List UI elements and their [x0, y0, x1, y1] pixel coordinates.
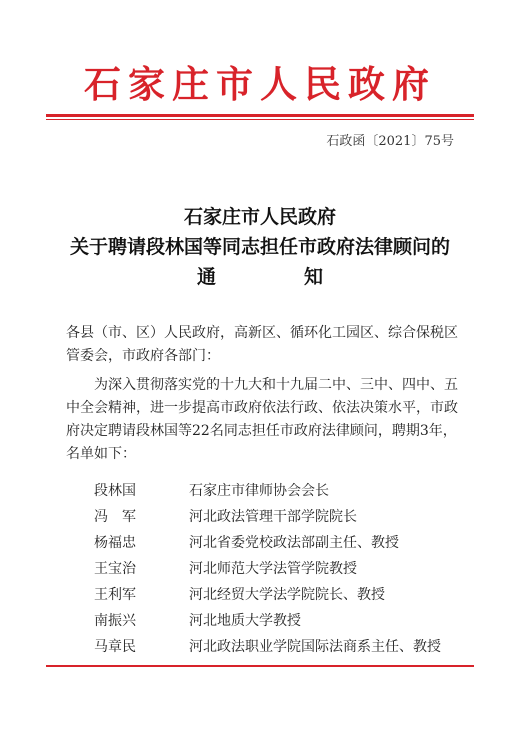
- title-notice-right: 知: [304, 266, 324, 288]
- advisor-list: [94, 478, 474, 660]
- list-item: [94, 530, 474, 556]
- advisor-title: 河北地质大学教授: [189, 613, 301, 629]
- advisor-name: 王利军: [94, 587, 136, 603]
- masthead-red-rule: [46, 114, 474, 117]
- advisor-name: 南振兴: [94, 613, 136, 629]
- advisor-name: 段林国: [94, 483, 136, 499]
- footer-red-rule: [46, 665, 474, 667]
- advisor-name: 杨福忠: [94, 535, 136, 551]
- document-number: 石政函〔2021〕75号: [326, 134, 454, 149]
- advisor-title: 河北政法职业学院国际法商系主任、教授: [189, 639, 441, 655]
- list-item: [94, 608, 474, 634]
- masthead-red-rule-thin: [46, 119, 474, 120]
- list-item: [94, 556, 474, 582]
- title-notice-left: 通: [196, 266, 216, 288]
- advisor-title: 河北经贸大学法学院院长、教授: [189, 587, 385, 603]
- list-item: [94, 634, 474, 660]
- advisor-title: 河北省委党校政法部副主任、教授: [189, 535, 399, 551]
- advisor-title: 河北师范大学法管学院教授: [189, 561, 357, 577]
- title-issuer: 石家庄市人民政府: [183, 206, 336, 228]
- advisor-title: 石家庄市律师协会会长: [189, 483, 329, 499]
- advisor-name: 冯 军: [94, 509, 136, 525]
- advisor-title: 河北政法管理干部学院院长: [189, 509, 357, 525]
- list-item: [94, 504, 474, 530]
- title-notice: [0, 262, 520, 289]
- list-item: [94, 582, 474, 608]
- list-item: [94, 478, 474, 504]
- body-paragraph: 为深入贯彻落实党的十九大和十九届二中、三中、四中、五中全会精神，进一步提高市政府依法行政、依法决策水平，市政府决定聘请段林国等22名同志担任市政府法律顾问，聘期3年，名单如下：: [66, 377, 458, 462]
- advisor-name: 王宝治: [94, 561, 136, 577]
- advisor-name: 马章民: [94, 639, 136, 655]
- title-subject: 关于聘请段林国等同志担任市政府法律顾问的: [69, 236, 450, 258]
- masthead-title: 石家庄市人民政府: [84, 62, 436, 106]
- addressee: 各县（市、区）人民政府，高新区、循环化工园区、综合保税区管委会，市政府各部门：: [66, 325, 458, 364]
